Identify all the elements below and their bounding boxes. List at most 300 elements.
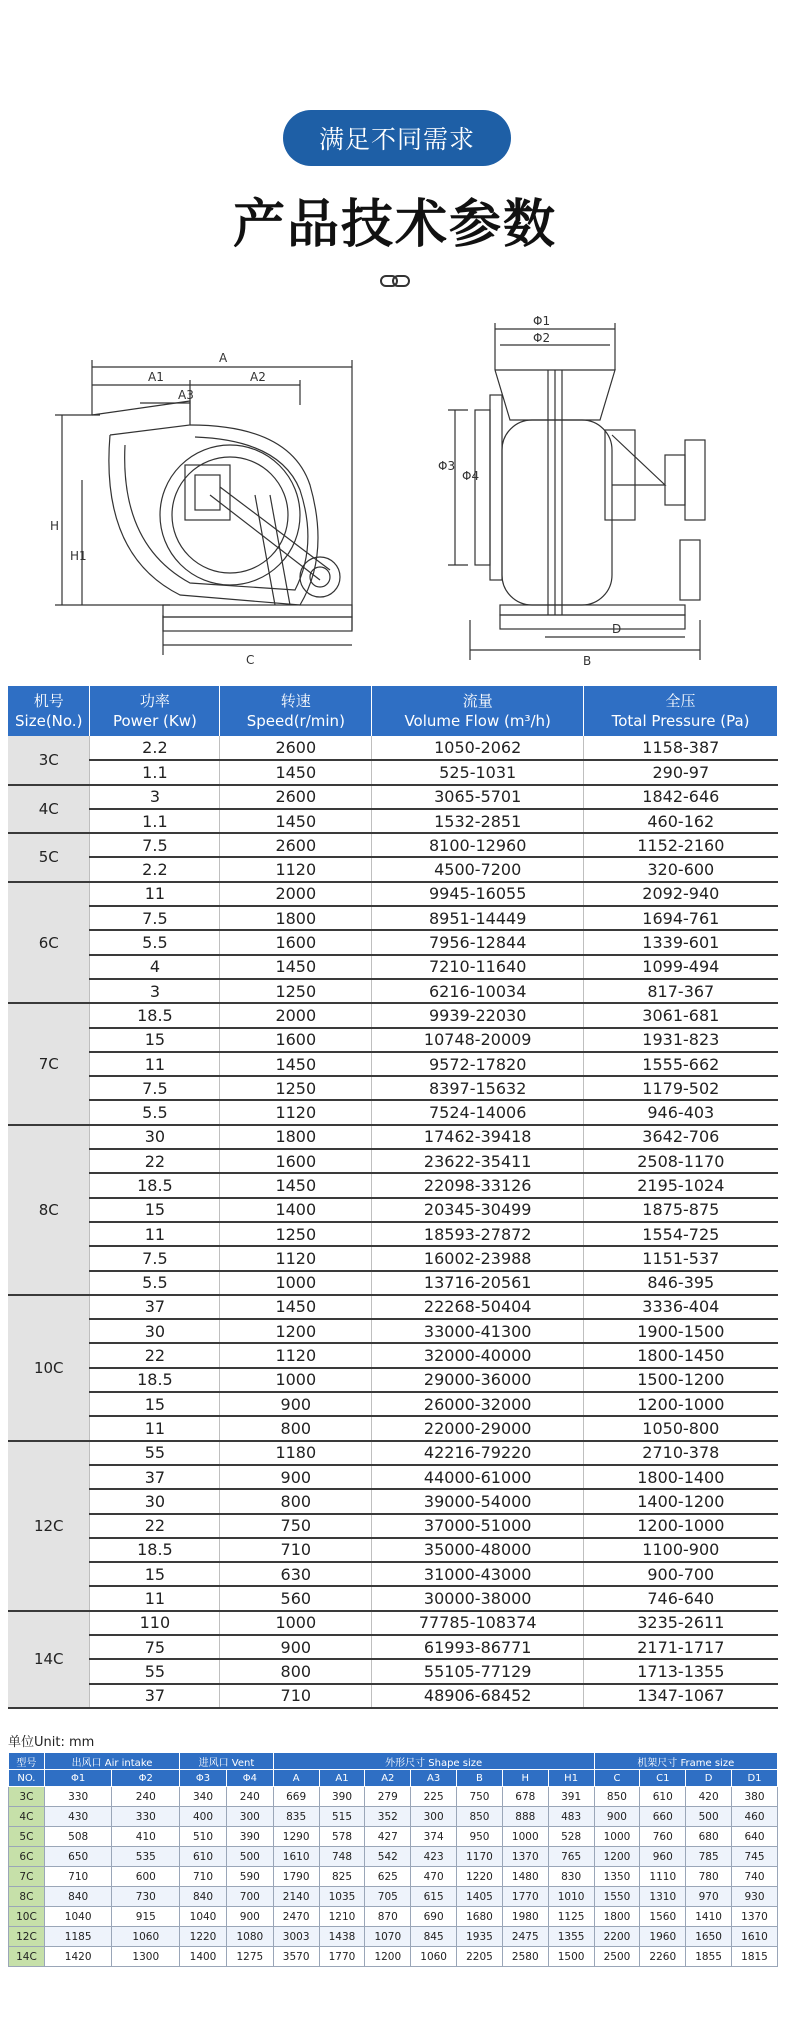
dim-cell: 1080 bbox=[226, 1927, 273, 1947]
dim-cell: 1040 bbox=[44, 1907, 112, 1927]
label-phi3: Φ3 bbox=[438, 459, 456, 473]
perf-cell: 900 bbox=[220, 1465, 372, 1489]
perf-cell: 846-395 bbox=[584, 1271, 778, 1295]
dim-cell: 3003 bbox=[273, 1927, 319, 1947]
perf-cell: 18593-27872 bbox=[372, 1222, 584, 1246]
dim-row bbox=[9, 1867, 778, 1887]
perf-cell: 1120 bbox=[220, 1343, 372, 1367]
dim-cell: 750 bbox=[457, 1787, 503, 1807]
dim-cell: 590 bbox=[226, 1867, 273, 1887]
perf-row bbox=[8, 1368, 778, 1392]
perf-row bbox=[8, 857, 778, 881]
side-view bbox=[448, 323, 705, 660]
dim-column-header: B bbox=[457, 1770, 503, 1787]
perf-cell: 1800 bbox=[220, 906, 372, 930]
dim-cell: 915 bbox=[112, 1907, 180, 1927]
dim-cell: 700 bbox=[226, 1887, 273, 1907]
dim-cell: 460 bbox=[732, 1807, 778, 1827]
dim-cell: 650 bbox=[44, 1847, 112, 1867]
dim-cell: 705 bbox=[365, 1887, 411, 1907]
perf-cell: 7.5 bbox=[90, 1246, 220, 1270]
perf-header-0 bbox=[8, 686, 90, 736]
dim-cell: 1980 bbox=[502, 1907, 548, 1927]
perf-cell: 1339-601 bbox=[584, 930, 778, 954]
dim-cell: 840 bbox=[180, 1887, 227, 1907]
dim-cell: 1770 bbox=[502, 1887, 548, 1907]
perf-cell: 630 bbox=[220, 1562, 372, 1586]
perf-cell: 15 bbox=[90, 1198, 220, 1222]
perf-cell: 22268-50404 bbox=[372, 1295, 584, 1319]
perf-cell: 8397-15632 bbox=[372, 1076, 584, 1100]
perf-cell: 1120 bbox=[220, 1246, 372, 1270]
perf-row bbox=[8, 809, 778, 833]
perf-row bbox=[8, 1052, 778, 1076]
unit-label: 单位Unit: mm bbox=[8, 1735, 95, 1750]
dim-column-header: Φ3 bbox=[180, 1770, 227, 1787]
dim-column-header: A bbox=[273, 1770, 319, 1787]
perf-cell: 11 bbox=[90, 882, 220, 906]
perf-cell: 39000-54000 bbox=[372, 1489, 584, 1513]
dim-cell: 1650 bbox=[686, 1927, 732, 1947]
dim-cell: 1438 bbox=[319, 1927, 365, 1947]
perf-row bbox=[8, 1514, 778, 1538]
dim-cell: 1420 bbox=[44, 1947, 112, 1967]
dim-cell: 745 bbox=[732, 1847, 778, 1867]
dim-cell: 1770 bbox=[319, 1947, 365, 1967]
perf-header-3 bbox=[372, 686, 584, 736]
perf-cell: 7210-11640 bbox=[372, 955, 584, 979]
perf-cell: 8100-12960 bbox=[372, 833, 584, 857]
perf-row bbox=[8, 1173, 778, 1197]
perf-row bbox=[8, 1441, 778, 1465]
size-cell: 7C bbox=[8, 1003, 90, 1124]
perf-row bbox=[8, 1028, 778, 1052]
size-cell: 4C bbox=[8, 785, 90, 834]
dim-model-cell: 12C bbox=[9, 1927, 45, 1947]
dim-cell: 300 bbox=[226, 1807, 273, 1827]
dim-cell: 610 bbox=[180, 1847, 227, 1867]
size-cell: 10C bbox=[8, 1295, 90, 1441]
perf-cell: 2600 bbox=[220, 736, 372, 760]
dim-cell: 660 bbox=[640, 1807, 686, 1827]
dim-group-header: 型号 bbox=[9, 1753, 45, 1770]
perf-cell: 1600 bbox=[220, 1028, 372, 1052]
perf-cell: 900 bbox=[220, 1635, 372, 1659]
perf-cell: 1450 bbox=[220, 955, 372, 979]
perf-cell: 7956-12844 bbox=[372, 930, 584, 954]
link-icon bbox=[379, 273, 411, 289]
label-A2: A2 bbox=[250, 370, 266, 384]
perf-cell: 55 bbox=[90, 1441, 220, 1465]
perf-cell: 61993-86771 bbox=[372, 1635, 584, 1659]
perf-row bbox=[8, 833, 778, 857]
label-phi2: Φ2 bbox=[533, 331, 551, 345]
page-title: 产品技术参数 bbox=[232, 195, 557, 255]
perf-cell: 9945-16055 bbox=[372, 882, 584, 906]
front-view bbox=[55, 360, 352, 655]
dim-cell: 2260 bbox=[640, 1947, 686, 1967]
perf-cell: 525-1031 bbox=[372, 760, 584, 784]
header-cn: 全压 bbox=[665, 692, 696, 710]
perf-cell: 3 bbox=[90, 785, 220, 809]
perf-row bbox=[8, 1489, 778, 1513]
perf-cell: 1050-2062 bbox=[372, 736, 584, 760]
dim-cell: 710 bbox=[44, 1867, 112, 1887]
dim-cell: 420 bbox=[686, 1787, 732, 1807]
dim-cell: 240 bbox=[112, 1787, 180, 1807]
dim-cell: 2200 bbox=[594, 1927, 640, 1947]
dim-cell: 1125 bbox=[548, 1907, 594, 1927]
label-A: A bbox=[219, 351, 228, 365]
size-cell: 14C bbox=[8, 1611, 90, 1708]
perf-cell: 15 bbox=[90, 1028, 220, 1052]
dim-cell: 765 bbox=[548, 1847, 594, 1867]
perf-cell: 1554-725 bbox=[584, 1222, 778, 1246]
dim-cell: 1220 bbox=[180, 1927, 227, 1947]
dim-cell: 1370 bbox=[732, 1907, 778, 1927]
perf-cell: 75 bbox=[90, 1635, 220, 1659]
dim-cell: 542 bbox=[365, 1847, 411, 1867]
perf-cell: 1600 bbox=[220, 1149, 372, 1173]
perf-cell: 30000-38000 bbox=[372, 1586, 584, 1610]
dim-cell: 888 bbox=[502, 1807, 548, 1827]
header-en: Power (Kw) bbox=[112, 712, 197, 730]
perf-cell: 22 bbox=[90, 1149, 220, 1173]
size-cell: 8C bbox=[8, 1125, 90, 1295]
perf-row bbox=[8, 1319, 778, 1343]
perf-row bbox=[8, 1684, 778, 1708]
perf-cell: 746-640 bbox=[584, 1586, 778, 1610]
dim-cell: 950 bbox=[457, 1827, 503, 1847]
perf-row bbox=[8, 1125, 778, 1149]
perf-cell: 30 bbox=[90, 1125, 220, 1149]
perf-cell: 2508-1170 bbox=[584, 1149, 778, 1173]
dim-cell: 780 bbox=[686, 1867, 732, 1887]
dim-cell: 1680 bbox=[457, 1907, 503, 1927]
size-cell: 5C bbox=[8, 833, 90, 882]
perf-cell: 11 bbox=[90, 1222, 220, 1246]
perf-row bbox=[8, 1295, 778, 1319]
dim-cell: 1275 bbox=[226, 1947, 273, 1967]
perf-cell: 20345-30499 bbox=[372, 1198, 584, 1222]
dim-column-header: Φ1 bbox=[44, 1770, 112, 1787]
perf-cell: 3235-2611 bbox=[584, 1611, 778, 1635]
perf-cell: 1600 bbox=[220, 930, 372, 954]
perf-row bbox=[8, 979, 778, 1003]
dim-cell: 3570 bbox=[273, 1947, 319, 1967]
dim-cell: 785 bbox=[686, 1847, 732, 1867]
dim-cell: 1300 bbox=[112, 1947, 180, 1967]
perf-cell: 22 bbox=[90, 1343, 220, 1367]
dim-cell: 2580 bbox=[502, 1947, 548, 1967]
perf-cell: 1120 bbox=[220, 1100, 372, 1124]
dim-cell: 870 bbox=[365, 1907, 411, 1927]
perf-cell: 37 bbox=[90, 1684, 220, 1708]
dim-group-header: 进风口 Vent bbox=[180, 1753, 274, 1770]
perf-row bbox=[8, 882, 778, 906]
perf-cell: 7.5 bbox=[90, 906, 220, 930]
perf-cell: 1.1 bbox=[90, 809, 220, 833]
perf-cell: 4500-7200 bbox=[372, 857, 584, 881]
perf-cell: 800 bbox=[220, 1416, 372, 1440]
dim-cell: 1815 bbox=[732, 1947, 778, 1967]
dim-cell: 240 bbox=[226, 1787, 273, 1807]
fan-technical-drawing bbox=[0, 315, 790, 675]
dim-column-header: NO. bbox=[9, 1770, 45, 1787]
perf-cell: 5.5 bbox=[90, 930, 220, 954]
perf-cell: 29000-36000 bbox=[372, 1368, 584, 1392]
dim-column-header: D1 bbox=[732, 1770, 778, 1787]
label-A3: A3 bbox=[178, 388, 194, 402]
perf-cell: 2171-1717 bbox=[584, 1635, 778, 1659]
dim-cell: 1200 bbox=[365, 1947, 411, 1967]
perf-cell: 32000-40000 bbox=[372, 1343, 584, 1367]
perf-cell: 5.5 bbox=[90, 1271, 220, 1295]
dim-cell: 1500 bbox=[548, 1947, 594, 1967]
dim-column-header: C1 bbox=[640, 1770, 686, 1787]
performance-table bbox=[8, 686, 778, 1709]
perf-cell: 30 bbox=[90, 1319, 220, 1343]
dim-cell: 669 bbox=[273, 1787, 319, 1807]
perf-cell: 1500-1200 bbox=[584, 1368, 778, 1392]
perf-cell: 1400-1200 bbox=[584, 1489, 778, 1513]
perf-cell: 290-97 bbox=[584, 760, 778, 784]
label-phi1: Φ1 bbox=[533, 315, 551, 328]
dim-cell: 1070 bbox=[365, 1927, 411, 1947]
dim-cell: 483 bbox=[548, 1807, 594, 1827]
perf-cell: 1179-502 bbox=[584, 1076, 778, 1100]
dim-model-cell: 8C bbox=[9, 1887, 45, 1907]
perf-cell: 11 bbox=[90, 1586, 220, 1610]
dim-cell: 1800 bbox=[594, 1907, 640, 1927]
label-H1: H1 bbox=[70, 549, 87, 563]
dim-column-header: H1 bbox=[548, 1770, 594, 1787]
dim-row bbox=[9, 1887, 778, 1907]
dim-cell: 1550 bbox=[594, 1887, 640, 1907]
dim-column-header: C bbox=[594, 1770, 640, 1787]
dim-cell: 390 bbox=[319, 1787, 365, 1807]
size-cell: 3C bbox=[8, 736, 90, 785]
dim-cell: 528 bbox=[548, 1827, 594, 1847]
perf-cell: 1200-1000 bbox=[584, 1514, 778, 1538]
dim-cell: 1210 bbox=[319, 1907, 365, 1927]
dim-cell: 970 bbox=[686, 1887, 732, 1907]
perf-cell: 4 bbox=[90, 955, 220, 979]
perf-row bbox=[8, 930, 778, 954]
header-cn: 流量 bbox=[462, 692, 493, 710]
dim-cell: 500 bbox=[226, 1847, 273, 1867]
perf-cell: 1875-875 bbox=[584, 1198, 778, 1222]
dim-cell: 850 bbox=[594, 1787, 640, 1807]
perf-cell: 16002-23988 bbox=[372, 1246, 584, 1270]
perf-row bbox=[8, 760, 778, 784]
perf-cell: 1151-537 bbox=[584, 1246, 778, 1270]
perf-cell: 6216-10034 bbox=[372, 979, 584, 1003]
dim-row bbox=[9, 1847, 778, 1867]
perf-cell: 1842-646 bbox=[584, 785, 778, 809]
perf-cell: 1200-1000 bbox=[584, 1392, 778, 1416]
dim-cell: 508 bbox=[44, 1827, 112, 1847]
perf-row bbox=[8, 736, 778, 760]
perf-cell: 18.5 bbox=[90, 1173, 220, 1197]
dim-cell: 610 bbox=[640, 1787, 686, 1807]
dim-row bbox=[9, 1927, 778, 1947]
perf-cell: 13716-20561 bbox=[372, 1271, 584, 1295]
perf-cell: 1180 bbox=[220, 1441, 372, 1465]
dim-cell: 825 bbox=[319, 1867, 365, 1887]
perf-cell: 750 bbox=[220, 1514, 372, 1538]
dim-model-cell: 14C bbox=[9, 1947, 45, 1967]
perf-cell: 2092-940 bbox=[584, 882, 778, 906]
dim-model-cell: 10C bbox=[9, 1907, 45, 1927]
perf-cell: 44000-61000 bbox=[372, 1465, 584, 1489]
perf-cell: 1000 bbox=[220, 1611, 372, 1635]
perf-row bbox=[8, 1611, 778, 1635]
dim-cell: 2470 bbox=[273, 1907, 319, 1927]
perf-cell: 2600 bbox=[220, 833, 372, 857]
perf-header-2 bbox=[220, 686, 372, 736]
perf-cell: 11 bbox=[90, 1052, 220, 1076]
perf-cell: 1050-800 bbox=[584, 1416, 778, 1440]
header-cn: 功率 bbox=[139, 692, 170, 710]
perf-cell: 11 bbox=[90, 1416, 220, 1440]
perf-row bbox=[8, 1635, 778, 1659]
dim-cell: 1200 bbox=[594, 1847, 640, 1867]
dim-group-header: 出风口 Air intake bbox=[44, 1753, 179, 1770]
dim-row bbox=[9, 1787, 778, 1807]
dim-model-cell: 7C bbox=[9, 1867, 45, 1887]
dim-group-header: 机架尺寸 Frame size bbox=[594, 1753, 777, 1770]
dim-cell: 380 bbox=[732, 1787, 778, 1807]
header-en: Total Pressure (Pa) bbox=[611, 712, 750, 730]
perf-cell: 320-600 bbox=[584, 857, 778, 881]
perf-header-1 bbox=[90, 686, 220, 736]
dim-cell: 1060 bbox=[112, 1927, 180, 1947]
perf-cell: 77785-108374 bbox=[372, 1611, 584, 1635]
perf-cell: 7.5 bbox=[90, 833, 220, 857]
perf-cell: 1158-387 bbox=[584, 736, 778, 760]
perf-cell: 1400 bbox=[220, 1198, 372, 1222]
dim-cell: 840 bbox=[44, 1887, 112, 1907]
perf-cell: 22098-33126 bbox=[372, 1173, 584, 1197]
perf-cell: 1120 bbox=[220, 857, 372, 881]
dim-cell: 500 bbox=[686, 1807, 732, 1827]
dim-cell: 410 bbox=[112, 1827, 180, 1847]
header-en: Size(No.) bbox=[15, 712, 83, 730]
perf-cell: 31000-43000 bbox=[372, 1562, 584, 1586]
dim-cell: 850 bbox=[457, 1807, 503, 1827]
perf-cell: 2710-378 bbox=[584, 1441, 778, 1465]
dim-cell: 374 bbox=[411, 1827, 457, 1847]
perf-row bbox=[8, 1100, 778, 1124]
dim-model-cell: 5C bbox=[9, 1827, 45, 1847]
dim-cell: 1170 bbox=[457, 1847, 503, 1867]
dim-cell: 1405 bbox=[457, 1887, 503, 1907]
perf-row bbox=[8, 1003, 778, 1027]
dim-cell: 225 bbox=[411, 1787, 457, 1807]
dim-cell: 1610 bbox=[273, 1847, 319, 1867]
perf-cell: 1200 bbox=[220, 1319, 372, 1343]
perf-cell: 710 bbox=[220, 1538, 372, 1562]
perf-cell: 18.5 bbox=[90, 1538, 220, 1562]
perf-cell: 15 bbox=[90, 1392, 220, 1416]
perf-cell: 23622-35411 bbox=[372, 1149, 584, 1173]
dim-cell: 340 bbox=[180, 1787, 227, 1807]
perf-row bbox=[8, 1271, 778, 1295]
perf-cell: 1694-761 bbox=[584, 906, 778, 930]
perf-cell: 1900-1500 bbox=[584, 1319, 778, 1343]
perf-cell: 1152-2160 bbox=[584, 833, 778, 857]
dimension-table bbox=[8, 1752, 778, 1967]
perf-cell: 22 bbox=[90, 1514, 220, 1538]
dim-row bbox=[9, 1807, 778, 1827]
perf-cell: 3336-404 bbox=[584, 1295, 778, 1319]
perf-header-4 bbox=[584, 686, 778, 736]
perf-cell: 18.5 bbox=[90, 1003, 220, 1027]
perf-row bbox=[8, 1222, 778, 1246]
perf-cell: 17462-39418 bbox=[372, 1125, 584, 1149]
perf-cell: 15 bbox=[90, 1562, 220, 1586]
label-phi4: Φ4 bbox=[462, 469, 480, 483]
dim-cell: 1000 bbox=[594, 1827, 640, 1847]
dim-cell: 470 bbox=[411, 1867, 457, 1887]
dim-cell: 760 bbox=[640, 1827, 686, 1847]
dim-cell: 740 bbox=[732, 1867, 778, 1887]
perf-cell: 3642-706 bbox=[584, 1125, 778, 1149]
dim-cell: 1220 bbox=[457, 1867, 503, 1887]
label-H: H bbox=[50, 519, 60, 533]
dim-cell: 1000 bbox=[502, 1827, 548, 1847]
dim-row bbox=[9, 1827, 778, 1847]
dim-cell: 430 bbox=[44, 1807, 112, 1827]
dim-cell: 900 bbox=[594, 1807, 640, 1827]
dim-cell: 1060 bbox=[411, 1947, 457, 1967]
perf-cell: 1450 bbox=[220, 1052, 372, 1076]
perf-cell: 1800 bbox=[220, 1125, 372, 1149]
perf-cell: 30 bbox=[90, 1489, 220, 1513]
dim-cell: 1960 bbox=[640, 1927, 686, 1947]
perf-cell: 1450 bbox=[220, 809, 372, 833]
dim-model-cell: 6C bbox=[9, 1847, 45, 1867]
dim-column-header: A2 bbox=[365, 1770, 411, 1787]
perf-cell: 55 bbox=[90, 1659, 220, 1683]
label-C: C bbox=[246, 653, 255, 667]
perf-cell: 460-162 bbox=[584, 809, 778, 833]
perf-row bbox=[8, 1343, 778, 1367]
perf-cell: 800 bbox=[220, 1659, 372, 1683]
perf-cell: 3 bbox=[90, 979, 220, 1003]
perf-cell: 5.5 bbox=[90, 1100, 220, 1124]
dim-cell: 330 bbox=[112, 1807, 180, 1827]
label-D: D bbox=[612, 622, 622, 636]
perf-cell: 110 bbox=[90, 1611, 220, 1635]
perf-cell: 22000-29000 bbox=[372, 1416, 584, 1440]
perf-cell: 1532-2851 bbox=[372, 809, 584, 833]
dim-cell: 1400 bbox=[180, 1947, 227, 1967]
perf-cell: 37 bbox=[90, 1465, 220, 1489]
dim-cell: 930 bbox=[732, 1887, 778, 1907]
perf-cell: 2000 bbox=[220, 1003, 372, 1027]
dim-cell: 1040 bbox=[180, 1907, 227, 1927]
dim-cell: 615 bbox=[411, 1887, 457, 1907]
header-en: Speed(r/min) bbox=[246, 712, 345, 730]
header-en: Volume Flow (m³/h) bbox=[404, 712, 551, 730]
header-cn: 机号 bbox=[33, 692, 64, 710]
perf-row bbox=[8, 906, 778, 930]
dim-column-header: A3 bbox=[411, 1770, 457, 1787]
perf-cell: 1250 bbox=[220, 1222, 372, 1246]
perf-cell: 8951-14449 bbox=[372, 906, 584, 930]
